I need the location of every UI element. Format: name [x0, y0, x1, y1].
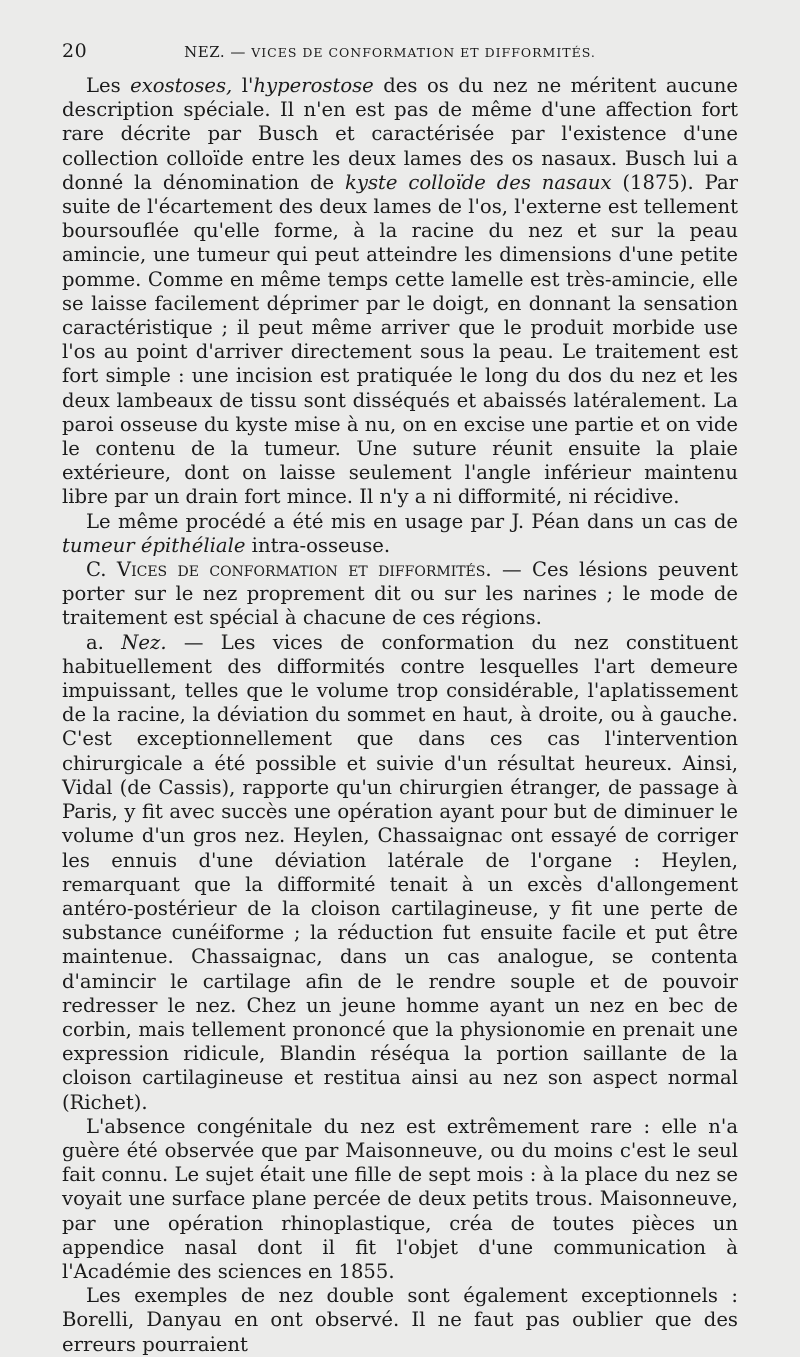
text-run: Le même procédé a été mis en usage par J. Péan dans un cas de — [86, 509, 738, 533]
italic-term: kyste colloïde des nasaux — [345, 170, 612, 194]
running-head-nez: NEZ. — [184, 43, 226, 61]
subsection-letter: a. — [86, 630, 122, 654]
text-run: des os du nez ne méritent aucune description spéciale. Il n'en est pas de même d'une affection fort rare décrite par Busch et caractérisée par l'existence d'une collection colloïde entre les deux lames des os nasaux. Busch lui a donné la dénomination de — [62, 74, 739, 194]
page-number: 20 — [62, 40, 88, 62]
running-head-dash: — — [225, 43, 252, 61]
book-page — [62, 40, 738, 1357]
paragraph-section-c — [62, 558, 738, 631]
section-heading: Vices de conformation et difformités. — [116, 558, 492, 582]
subsection-heading: Nez. — [121, 630, 167, 654]
text-run: l' — [232, 74, 254, 97]
section-letter: C. — [86, 558, 117, 582]
text-run: Les exemples de nez double sont également exceptionnels : Borelli, Danyau en ont observé. Il ne faut pas oublier que des erreurs pourraient — [62, 1284, 738, 1356]
italic-term: hyperostose — [253, 74, 374, 97]
text-run: (1875). Par suite de l'écartement des deux lames de l'os, l'externe est tellement boursouflée qu'elle forme, à la racine du nez et sur la peau amincie, une tumeur qui peut atteindre les dimensions d'une petite pomme. Comme en même temps cette lamelle est très-amincie, elle se laisse facilement déprimer par le doigt, en donnant la sensation caractéristique ; il peut même arriver que le produit morbide use l'os au point d'arriver directement sous la peau. Le traitement est fort simple : une incision est pratiquée le long du dos du nez et les deux lambeaux de tissu sont disséqués et abaissés latéralement. La paroi osseuse du kyste mise à nu, on en excise une partie et on vide le contenu de la tumeur. Une suture réunit ensuite la plaie extérieure, dont on laisse seulement l'angle inférieur maintenu libre par un drain fort mince. Il n'y a ni difformité, ni récidive. — [62, 170, 738, 509]
paragraph-pean — [62, 510, 738, 558]
italic-term: tumeur épithéliale — [62, 533, 246, 557]
page-header — [62, 40, 738, 74]
running-head-title: VICES DE CONFORMATION ET DIFFORMITÉS. — [251, 45, 596, 60]
text-run: L'absence congénitale du nez est extrêmement rare : elle n'a guère été observée que par Maisonneuve, ou du moins c'est le seul fait connu. Le sujet était une fille de sept mois : à la place du nez se voyait une surface plane percée de deux petits trous. Maisonneuve, par une opération rhinoplastique, créa de toutes pièces un appendice nasal dont il fit l'objet d'une communication à l'Académie des sciences en 1855. — [62, 1114, 738, 1283]
italic-term: exostoses, — [130, 74, 233, 97]
paragraph-nez-double — [62, 1284, 738, 1357]
text-run: — Les vices de conformation du nez constituent habituellement des difformités contre lesquelles l'art demeure impuissant, telles que le volume trop considérable, l'aplatissement de la racine, la déviation du sommet en haut, à droite, ou à gauche. C'est exceptionnellement que dans ces cas l'intervention chirurgicale a été possible et suivie d'un résultat heureux. Ainsi, Vidal (de Cassis), rapporte qu'un chirurgien étranger, de passage à Paris, y fit avec succès une opération ayant pour but de diminuer le volume d'un gros nez. Heylen, Chassaignac ont essayé de corriger les ennuis d'une déviation latérale de l'organe : Heylen, remarquant que la difformité tenait à un excès d'allongement antéro-postérieur de la cloison cartilagineuse, y fit une perte de substance cunéiforme ; la réduction fut ensuite facile et put être maintenue. Chassaignac, dans un cas analogue, se contenta d'amincir le cartilage afin de le rendre souple et de pouvoir redresser le nez. Chez un jeune homme ayant un nez en bec de corbin, mais tellement prononcé que la physionomie en prenait une expression ridicule, Blandin réséqua la portion saillante de la cloison cartilagineuse et restitua ainsi au nez son aspect normal (Richet). — [62, 630, 739, 1114]
running-head — [122, 43, 738, 61]
paragraph-absence-congenitale — [62, 1115, 738, 1284]
body-text — [62, 74, 738, 1357]
paragraph-kyste-colloide — [62, 74, 738, 510]
text-run: — Ces lésions peuvent porter sur le nez proprement dit ou sur les narines ; le mode de traitement est spécial à chacune de ces régions. — [62, 558, 738, 630]
paragraph-subsection-nez — [62, 631, 738, 1115]
text-run: intra-osseuse. — [245, 533, 391, 557]
text-run: Les — [86, 74, 131, 97]
